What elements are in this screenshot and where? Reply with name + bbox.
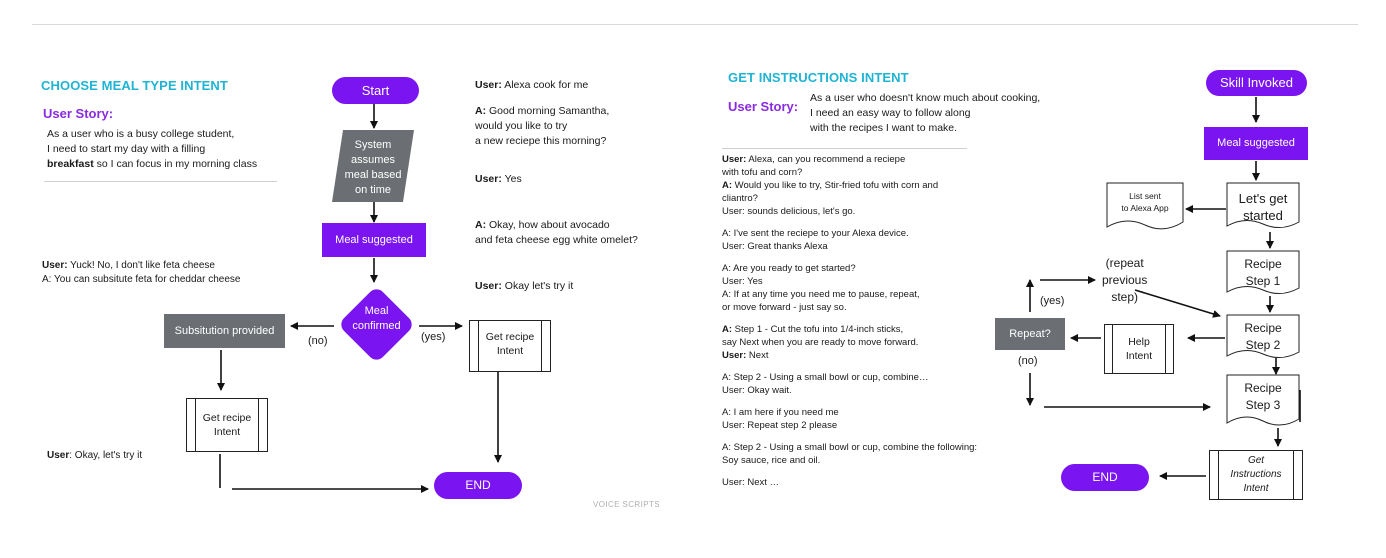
end-node-right: END <box>1061 464 1149 491</box>
script-user-2: User: Yes <box>475 173 522 185</box>
script-alexa-2: A: Okay, how about avocado and feta cheese egg white omelet? <box>475 219 638 246</box>
recipe-step-3-label: Recipe Step 3 <box>1244 381 1282 412</box>
list-sent-label: List sent to Alexa App <box>1121 191 1169 213</box>
repeat-decision-node: Repeat? <box>995 318 1065 350</box>
repeat-previous-label: (repeat previous step) <box>1102 256 1148 304</box>
left-story-label: User Story: <box>43 106 114 121</box>
end-node-left: END <box>434 472 522 499</box>
left-intent-title: CHOOSE MEAL TYPE INTENT <box>41 78 228 93</box>
dialog-yuck: User: Yuck! No, I don't like feta cheese A: You can subsitute feta for cheddar cheese <box>42 260 241 285</box>
substitution-provided-node: Subsitution provided <box>164 314 285 348</box>
no-branch-label: (no) <box>308 335 328 347</box>
script-user-1: User: Alexa cook for me <box>475 79 589 91</box>
right-voice-script: User: Alexa, can you recommend a reciepe with tofu and corn? A: Would you like to try, Stir-fried tofu with corn and cliantro? User: sounds delicious, let's go. A: I've sent the reciepe to your Alexa device. User: Great thanks Alexa A: Are you ready to get started? User: Yes A: If at any time you need me to pause, repeat, or move forward - just say so. A: Step 1 - Cut the tofu into 1/4-inch sticks, say Next when you are ready to move forward. User: Next A: Step 2 - Using a small bowl or cup, combine… User: Okay wait. A: I am here if you need me User: Repeat step 2 please A: Step 2 - Using a small bowl or cup, combine the following: Soy sauce, rice and oil. User: Next … <box>722 154 978 488</box>
meal-suggested-node: Meal suggested <box>322 223 426 257</box>
yes-branch-label: (yes) <box>421 331 446 343</box>
script-alexa-1: A: Good morning Samantha, would you like to try a new reciepe this morning? <box>475 105 610 147</box>
right-intent-title: GET INSTRUCTIONS INTENT <box>728 70 909 85</box>
script-user-3: User: Okay let's try it <box>475 280 574 292</box>
right-story-text: As a user who doesn't know much about cooking, I need an easy way to follow along with the recipes I want to make. <box>810 92 1041 134</box>
recipe-step-1-label: Recipe Step 1 <box>1244 257 1282 288</box>
help-intent-node: Help Intent <box>1104 324 1174 374</box>
meal-confirmed-label: Meal confirmed <box>352 305 401 332</box>
system-assumes-label: System assumes meal based on time <box>344 139 402 196</box>
skill-invoked-node: Skill Invoked <box>1206 70 1307 96</box>
lets-get-started-label: Let's get started <box>1238 191 1288 223</box>
dialog-okay: User: Okay, let's try it <box>47 450 143 461</box>
right-story-label: User Story: <box>728 99 799 114</box>
meal-suggested-node-right: Meal suggested <box>1204 127 1308 160</box>
recipe-step-2-label: Recipe Step 2 <box>1244 321 1282 352</box>
no-branch-label-right: (no) <box>1018 355 1038 367</box>
voice-scripts-footer: VOICE SCRIPTS <box>593 500 660 509</box>
get-instructions-intent-node: Get Instructions Intent <box>1209 450 1303 500</box>
start-node: Start <box>332 77 419 104</box>
get-recipe-intent-node-no: Get recipe Intent <box>186 398 268 452</box>
get-recipe-intent-node-yes: Get recipe Intent <box>469 320 551 372</box>
left-story-text: As a user who is a busy college student, I need to start my day with a filling breakfast so I can focus in my morning class <box>47 128 258 170</box>
yes-branch-label-right: (yes) <box>1040 295 1065 307</box>
